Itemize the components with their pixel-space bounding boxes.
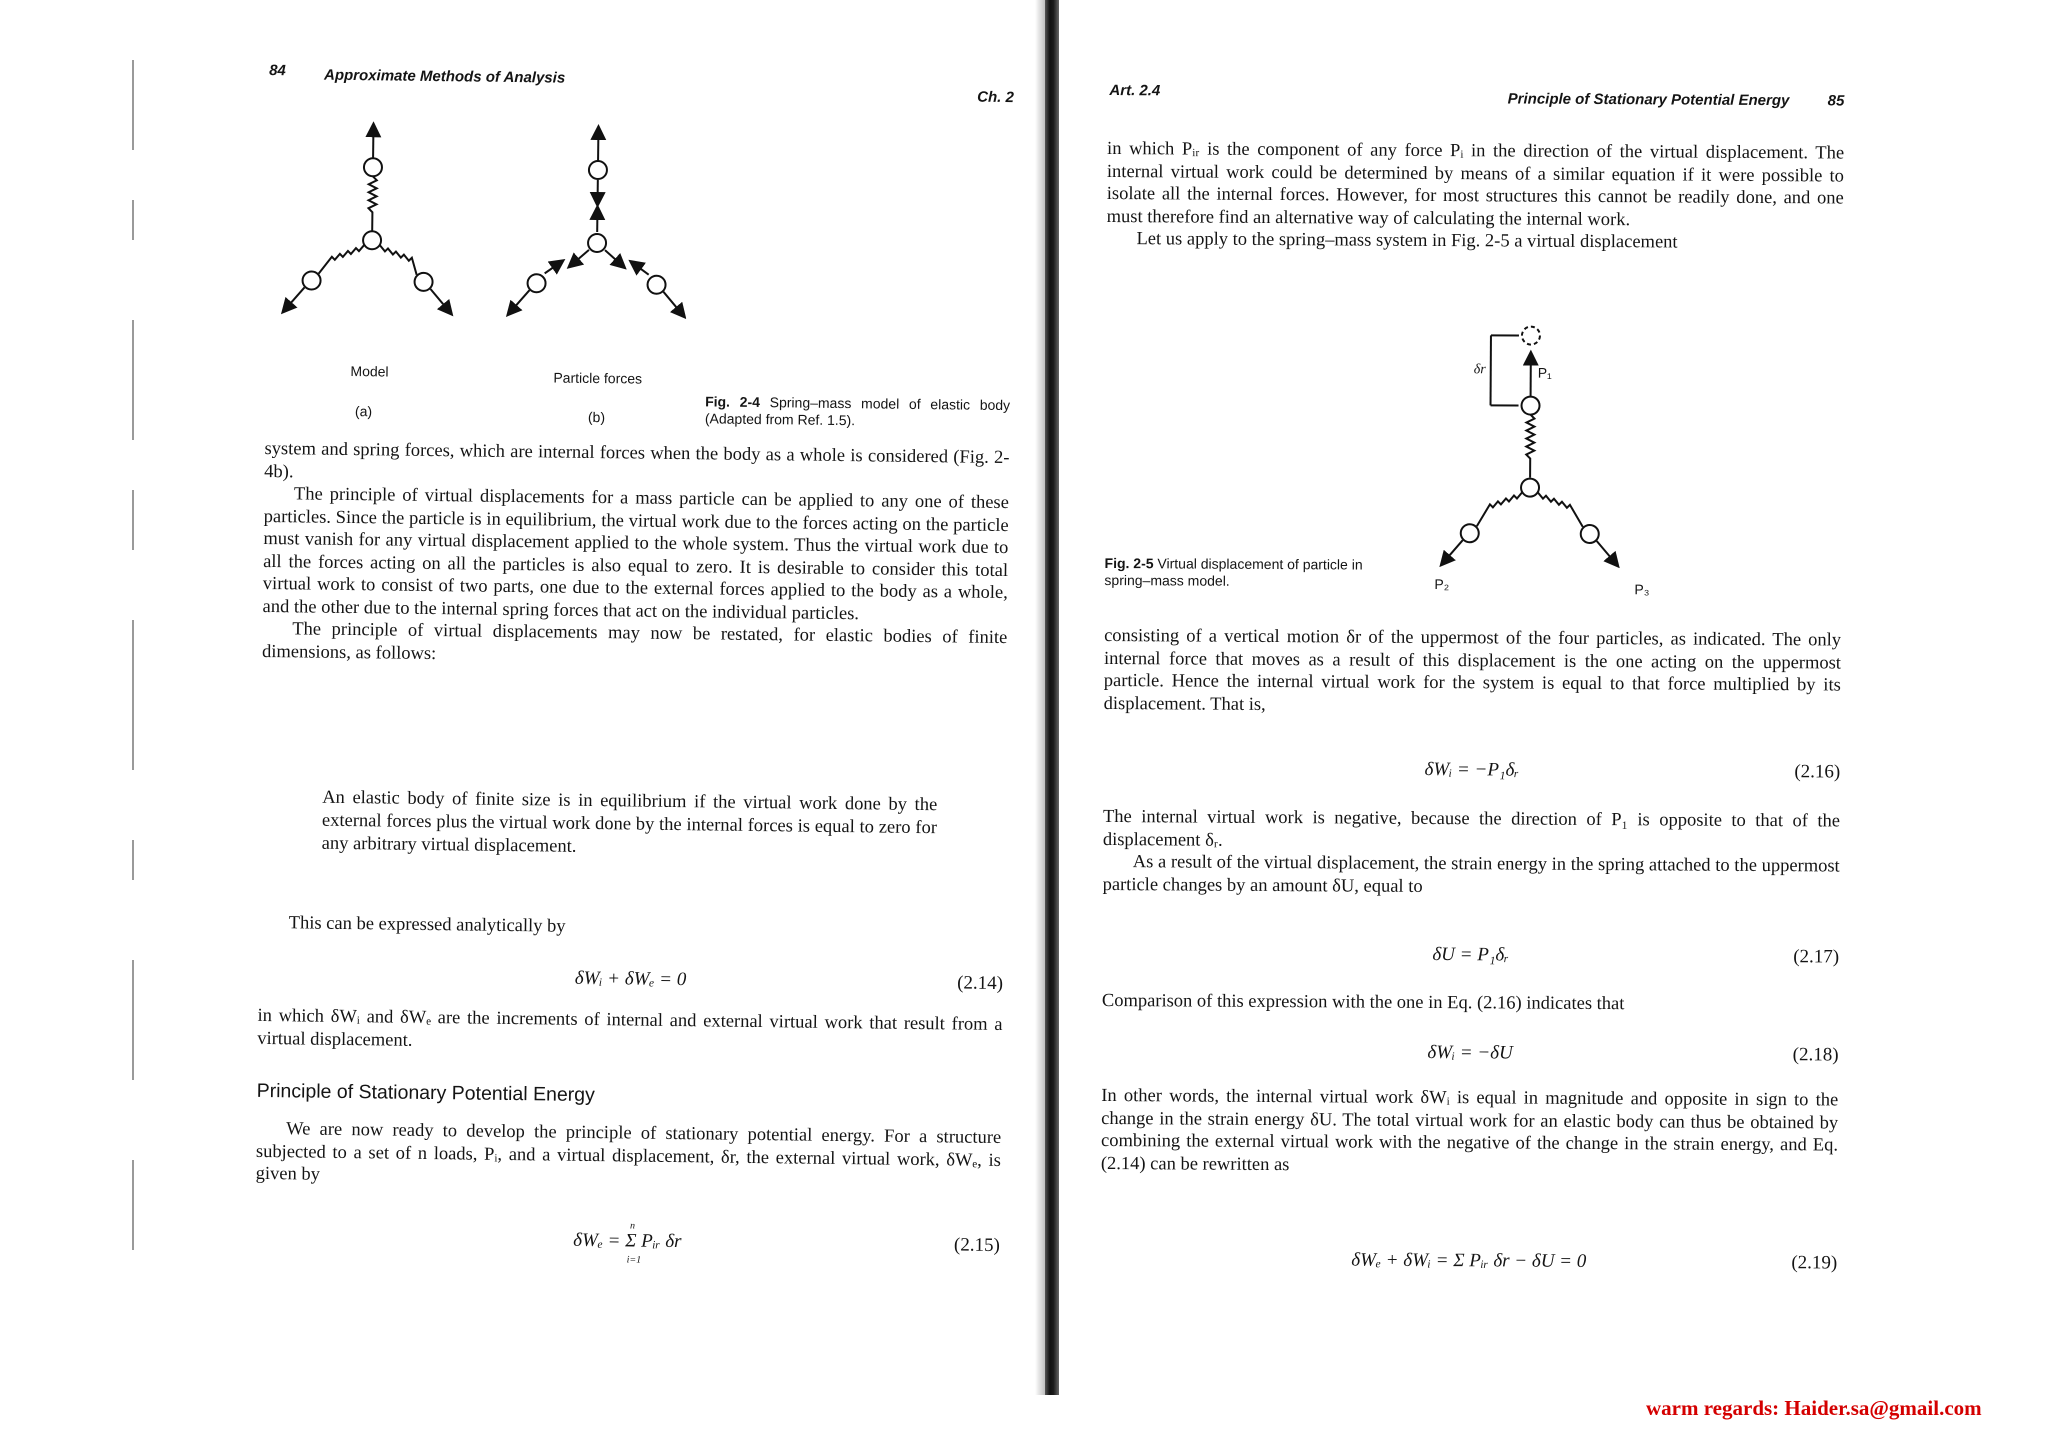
equation-2-17-number: (2.17) xyxy=(1793,946,1840,968)
figure-2-4-diagram xyxy=(266,120,689,355)
right-text-block-4 xyxy=(1102,990,1839,1017)
right-page-number: 85 xyxy=(1827,92,1845,110)
figure-label-a: (a) xyxy=(354,403,373,420)
figure-2-5-diagram xyxy=(1404,317,1656,609)
equation-2-17-expression: δU = P₁δᵣ xyxy=(1432,943,1510,966)
right-text-block-2 xyxy=(1104,625,1842,720)
equation-2-17 xyxy=(1102,942,1839,975)
left-text-block-4 xyxy=(256,1118,1002,1195)
equation-2-19 xyxy=(1100,1248,1837,1281)
particle-forces-b-diagram xyxy=(511,131,683,313)
equation-2-16 xyxy=(1103,757,1840,790)
figure-2-4-caption-text: Spring–mass model of elastic body (Adapted from Ref. 1.5). xyxy=(704,394,1011,429)
figure-2-5-caption-lead: Fig. 2-5 xyxy=(1104,554,1154,572)
equation-2-16-number: (2.16) xyxy=(1794,761,1841,783)
right-para-2: Let us apply to the spring–mass system in Fig. 2-5 a virtual displacement xyxy=(1136,229,1678,253)
equation-2-15-expression: δWₑ = Σ Pᵢᵣ δr xyxy=(573,1229,682,1253)
equation-2-18-number: (2.18) xyxy=(1792,1044,1839,1066)
figure-2-5-caption-text: Virtual displacement of particle in spring–mass model. xyxy=(1104,555,1363,589)
right-para-5: As a result of the virtual displacement, the strain energy in the spring attached to the uppermost particle changes by an amount δU, equal to xyxy=(1102,852,1840,897)
equation-2-18 xyxy=(1101,1040,1838,1073)
right-para-7: In other words, the internal virtual work δWᵢ is equal in magnitude and opposite in sign to the change in the strain energy δU. The total virtual work for an elastic body can thus be obtained by combining the external virtual work with the negative of the change in the strain energy, and Eq. (2.14) can be rewritten as xyxy=(1100,1085,1839,1175)
left-para-3: The principle of virtual displacements may now be restated, for elastic bodies of finite dimensions, as follows: xyxy=(261,619,1008,664)
principle-statement: An elastic body of finite size is in equilibrium if the virtual work done by the external forces plus the virtual work done by the internal forces is equal to zero for any arbitrary virtual displacement. xyxy=(321,787,938,857)
left-para-5: in which δWᵢ and δWₑ are the increments of internal and external virtual work that result from a virtual displacement. xyxy=(257,1005,1003,1051)
left-para-1: system and spring forces, which are internal forces when the body as a whole is considered (Fig. 2-4b). xyxy=(264,438,1010,482)
scan-edge-marks xyxy=(120,60,150,1360)
figure-label-particle-forces: Particle forces xyxy=(553,369,643,387)
figure-label-b: (b) xyxy=(587,408,606,426)
left-para-4: This can be expressed analytically by xyxy=(288,913,566,937)
figure-label-delta-r: δr xyxy=(1473,362,1486,378)
right-text-block-1 xyxy=(1106,138,1844,255)
article-label: Art. 2.4 xyxy=(1109,82,1161,100)
left-para-6: We are now ready to develop the principle of stationary potential energy. For a structure subjected to a set of n loads, Pᵢ, and a virtual displacement, δr, the external virtual work, δWₑ, is given by xyxy=(255,1119,1002,1185)
figure-label-model: Model xyxy=(350,363,389,380)
figure-2-4-caption xyxy=(705,393,1010,431)
equation-2-15-sum-upper: n xyxy=(629,1220,636,1232)
left-text-block-1 xyxy=(262,438,1010,672)
credit-note: warm regards: Haider.sa@gmail.com xyxy=(1646,1396,1982,1420)
equation-2-14-number: (2.14) xyxy=(957,972,1004,995)
figure-label-p2: P₂ xyxy=(1434,576,1450,593)
left-running-head xyxy=(269,61,1014,107)
right-text-block-3 xyxy=(1103,806,1841,901)
figure-2-5-caption xyxy=(1104,555,1409,591)
displaced-particle-position xyxy=(1522,327,1540,345)
section-heading: Principle of Stationary Potential Energy xyxy=(256,1079,595,1107)
left-running-title: Approximate Methods of Analysis xyxy=(323,66,566,87)
left-page xyxy=(253,0,1015,1404)
equation-2-14 xyxy=(258,964,1003,1001)
model-a-diagram xyxy=(286,128,450,310)
equation-2-16-expression: δWᵢ = −P₁δᵣ xyxy=(1424,758,1520,781)
left-page-number: 84 xyxy=(269,61,286,80)
equation-2-18-expression: δWᵢ = −δU xyxy=(1427,1041,1513,1064)
left-para-2: The principle of virtual displacements for a mass particle can be applied to any one of these particles. Since the particle is in equilibrium, the virtual work due to the forces acting on the particle must vanish for any virtual displacement applied to the whole system. Thus the virtual work due to all the forces acting on all the particles is also equal to zero. It is desirable to consider this total virtual work to consist of two parts, one due to the external forces applied to the body as a whole, and the other due to the internal spring forces that act on the individual particles. xyxy=(262,484,1010,624)
book-gutter xyxy=(1045,0,1059,1395)
chapter-label: Ch. 2 xyxy=(977,88,1014,107)
equation-2-19-number: (2.19) xyxy=(1791,1252,1838,1274)
gutter-shadow xyxy=(1035,0,1045,1395)
right-page xyxy=(1099,0,1845,1399)
right-para-1: in which Pᵢᵣ is the component of any force Pᵢ in the direction of the virtual displacement. The internal virtual work could be determined by means of a similar equation if it were possible to isolate all the internal forces. However, for most structures this cannot be readily done, and one must therefore find an alternative way of calculating the internal work. xyxy=(1106,138,1845,230)
equation-2-15-number: (2.15) xyxy=(953,1234,1000,1257)
right-para-6: Comparison of this expression with the one in Eq. (2.16) indicates that xyxy=(1101,990,1625,1015)
right-text-block-5 xyxy=(1101,1085,1839,1180)
figure-label-p3: P₃ xyxy=(1634,581,1650,598)
right-running-title: Principle of Stationary Potential Energy xyxy=(1507,90,1790,110)
left-text-block-3 xyxy=(257,1005,1002,1059)
right-para-4: The internal virtual work is negative, because the direction of P₁ is opposite to that of the displacement δᵣ. xyxy=(1102,806,1841,851)
right-running-head xyxy=(1107,62,1845,110)
equation-2-15 xyxy=(255,1220,1000,1266)
figure-label-p1: P₁ xyxy=(1537,364,1552,381)
equation-2-15-sum-lower: i=1 xyxy=(626,1254,642,1266)
equation-2-14-expression: δWᵢ + δWₑ = 0 xyxy=(574,967,687,991)
equation-2-19-expression: δWₑ + δWᵢ = Σ Pᵢᵣ δr − δU = 0 xyxy=(1351,1249,1587,1272)
left-text-block-2 xyxy=(259,912,1004,944)
figure-2-4-caption-lead: Fig. 2-4 xyxy=(705,393,761,411)
right-para-3: consisting of a vertical motion δr of the uppermost of the four particles, as indicated. The only internal force that moves as a result of this displacement is the one acting on the uppermost particle. Hence the internal virtual work for the system is equal to that force multiplied by its displacement. That is, xyxy=(1103,625,1842,715)
